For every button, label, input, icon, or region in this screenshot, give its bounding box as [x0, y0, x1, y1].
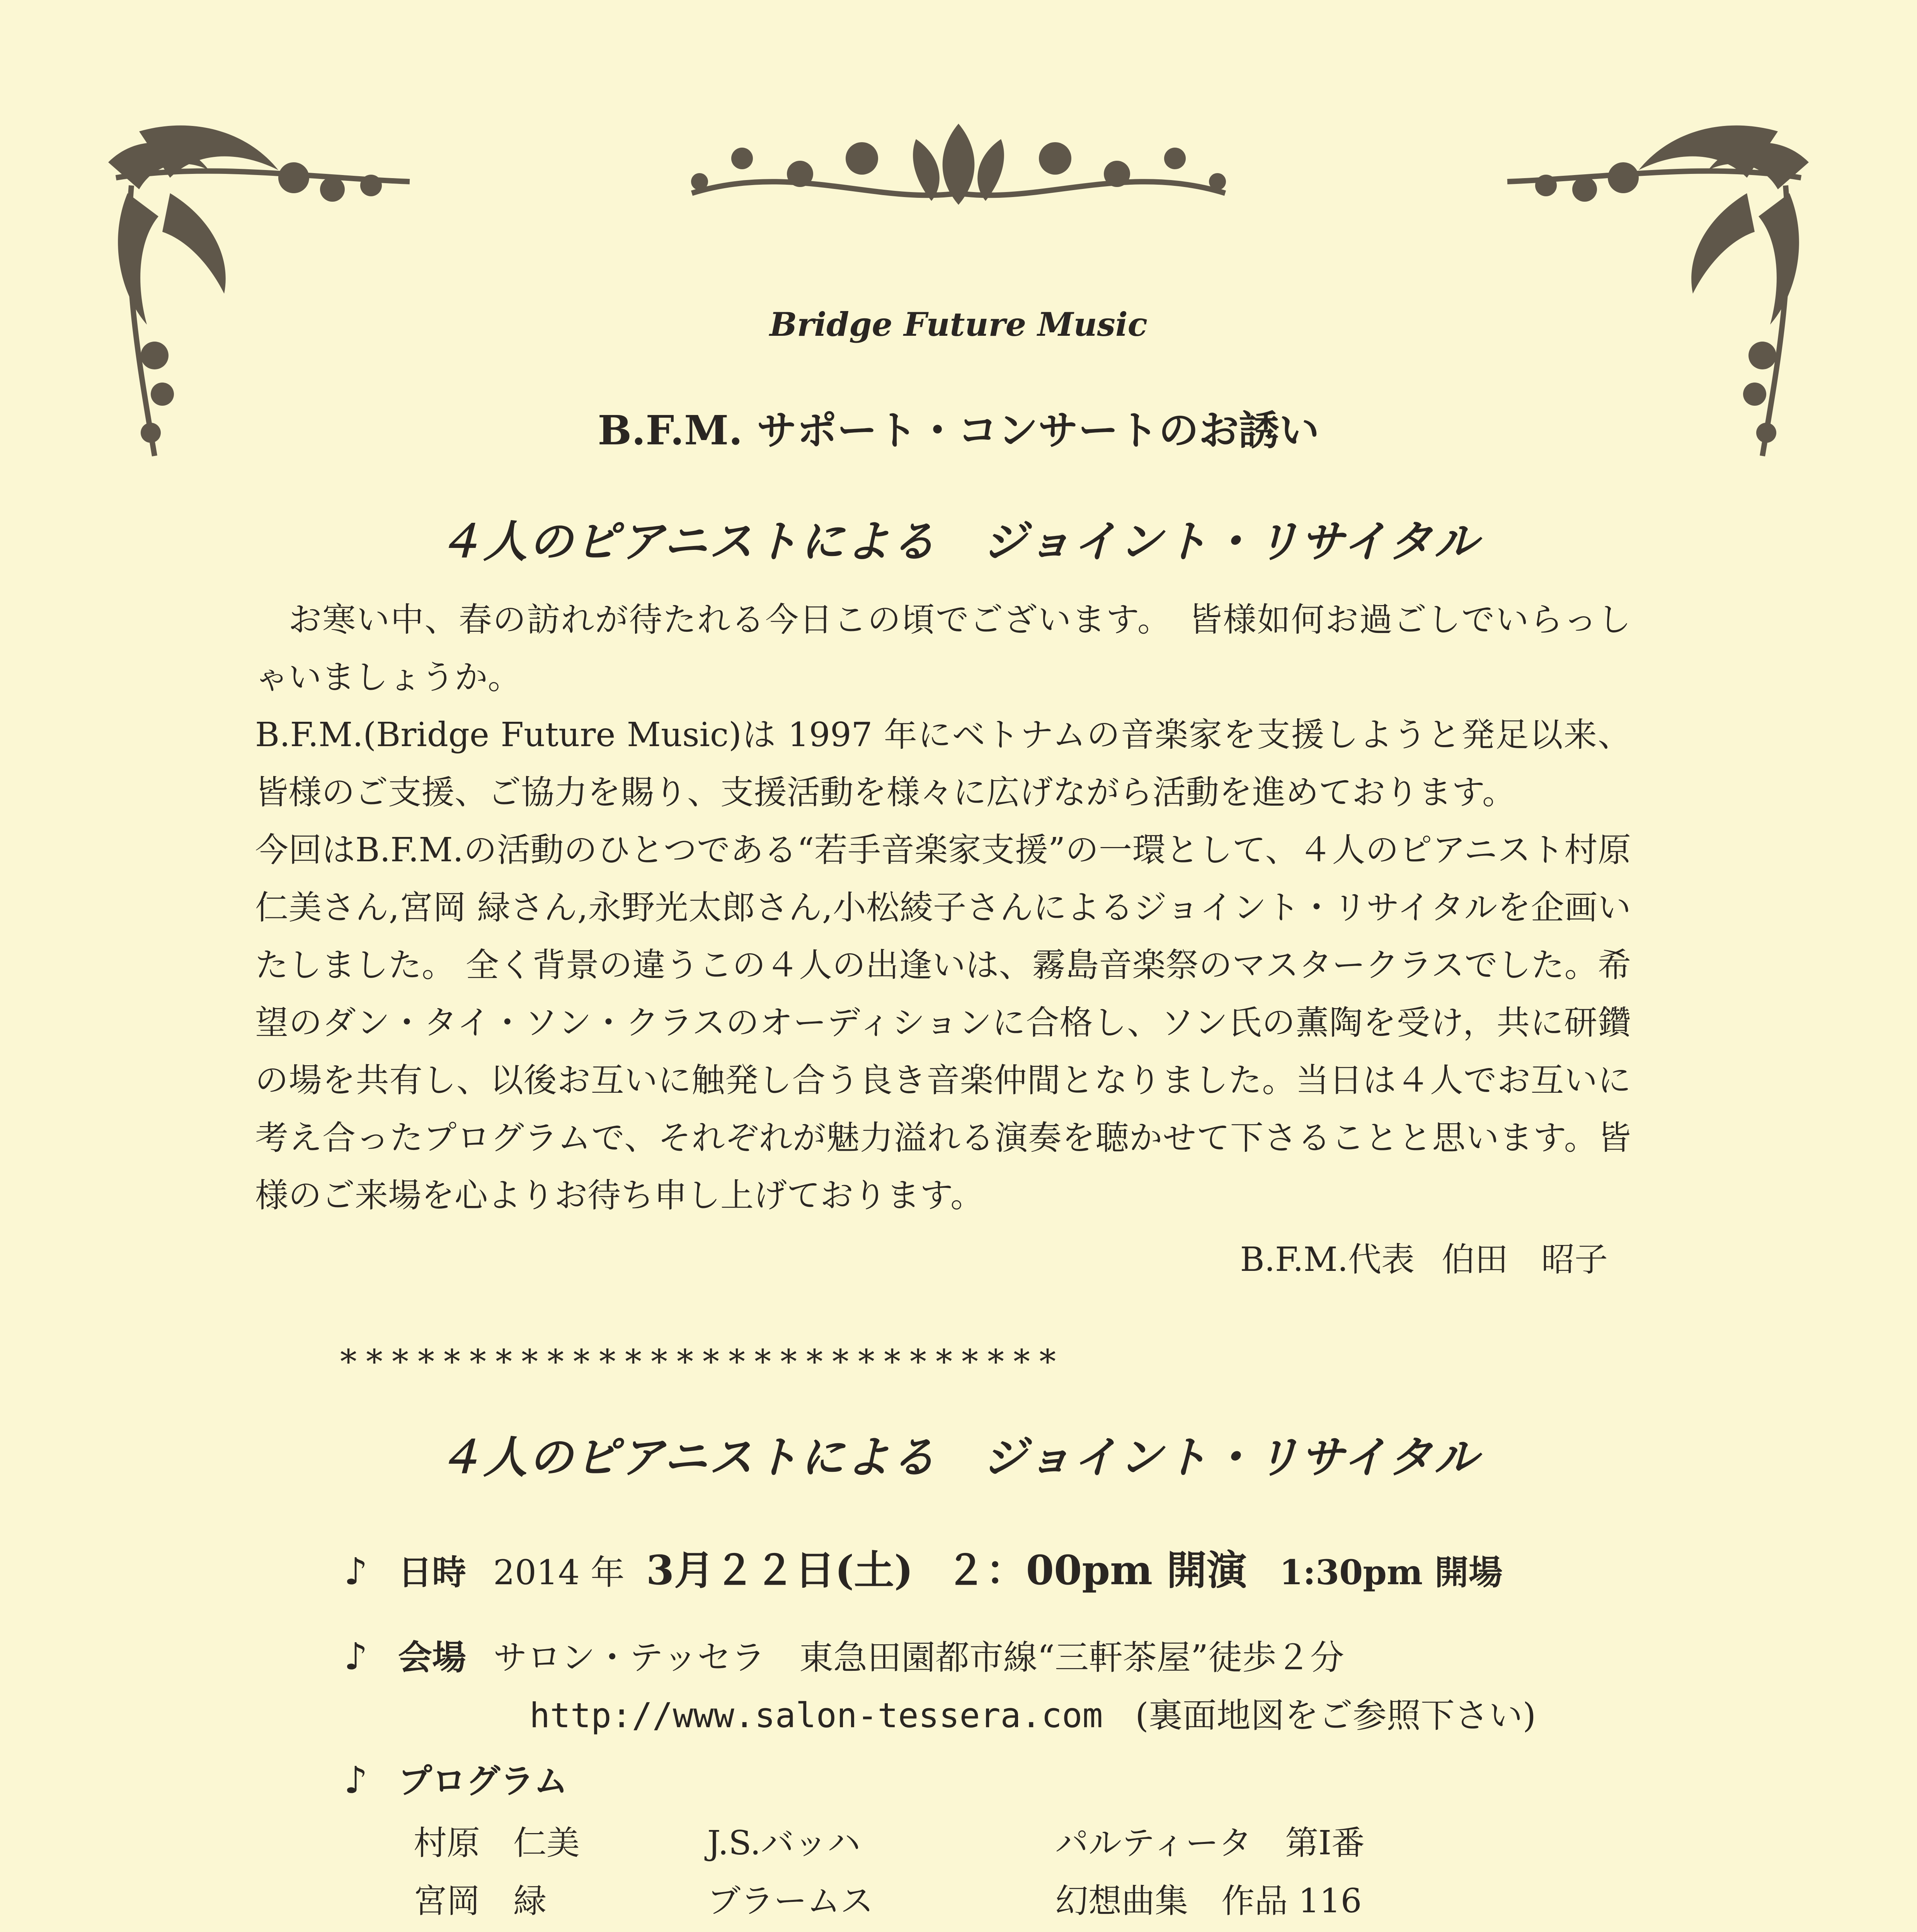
concert-invitation-heading: B.F.M. サポート・コンサートのお誘い	[598, 406, 1319, 454]
program-row	[344, 1754, 595, 1803]
music-note-icon: ♪	[344, 1635, 368, 1678]
composer-name: J.S.バッハ	[707, 1824, 861, 1862]
date-day: 3月２２日(土)	[646, 1546, 913, 1594]
top-center-ornament	[676, 116, 1241, 216]
venue-label: 会場	[398, 1637, 466, 1677]
program-label: プログラム	[398, 1761, 568, 1801]
composer-name: ブラームス	[707, 1882, 873, 1920]
start-time: ２：00pm 開演	[945, 1546, 1247, 1594]
doors-open-time: 1:30pm 開場	[1279, 1552, 1503, 1592]
date-label: 日時	[398, 1552, 466, 1592]
piece-title: 幻想曲集 作品 116	[1055, 1882, 1362, 1920]
star-divider: ****************************	[340, 1343, 1065, 1381]
signature	[1240, 1233, 1608, 1281]
performer-name: 宮岡 緑	[414, 1882, 546, 1920]
letter-paragraph: B.F.M.(Bridge Future Music)は 1997 年にベトナムの音楽家を支援しようと発足以来、皆様のご支援、ご協力を賜り、支援活動を様々に広げながら活動を進めております。	[255, 716, 1631, 812]
venue-url-link[interactable]: http://www.salon-tessera.com	[529, 1696, 1103, 1735]
event-title: ４人のピアニストによる ジョイント・リサイタル	[438, 1431, 1479, 1483]
venue-url-row	[529, 1689, 1536, 1737]
date-row	[344, 1538, 1503, 1596]
date-year: 2014 年	[493, 1553, 625, 1592]
venue-name: サロン・テッセラ 東急田園都市線“三軒茶屋”徒歩２分	[493, 1638, 1344, 1677]
invitation-letter	[255, 591, 1631, 1225]
piece-title: パルティータ 第Ⅰ番	[1055, 1824, 1365, 1862]
letter-paragraph: 今回はB.F.M.の活動のひとつである“若手音楽家支援”の一環として、４人のピアニスト村原仁美さん,宮岡 緑さん,永野光太郎さん,小松綾子さんによるジョイント・リサイタルを企画いたしました。 全く背景の違うこの４人の出逢いは、霧島音楽祭のマスタークラスでした。希望のダン・タイ・ソン・クラスのオーディションに合格し、ソン氏の薫陶を受け，共に研鑽の場を共有し、以後お互いに触発し合う良き音楽仲間となりました。当日は４人でお互いに考え合ったプログラムで、それぞれが魅力溢れる演奏を聴かせて下さることと思います。皆様のご来場を心よりお待ち申し上げております。	[255, 831, 1631, 1215]
venue-row	[344, 1631, 1344, 1679]
music-note-icon: ♪	[344, 1550, 368, 1593]
venue-map-note: (裏面地図をご参照下さい)	[1135, 1696, 1536, 1735]
performer-name: 村原 仁美	[414, 1824, 580, 1862]
recital-title: ４人のピアニストによる ジョイント・リサイタル	[438, 515, 1479, 567]
signature-role: B.F.M.代表	[1240, 1240, 1415, 1279]
letter-paragraph: お寒い中、春の訪れが待たれる今日この頃でございます。 皆様如何お過ごしでいらっしゃいましょうか。	[255, 600, 1631, 697]
music-note-icon: ♪	[344, 1759, 368, 1802]
brand-name: Bridge Future Music	[770, 305, 1147, 344]
signature-name: 伯田 昭子	[1442, 1240, 1608, 1279]
